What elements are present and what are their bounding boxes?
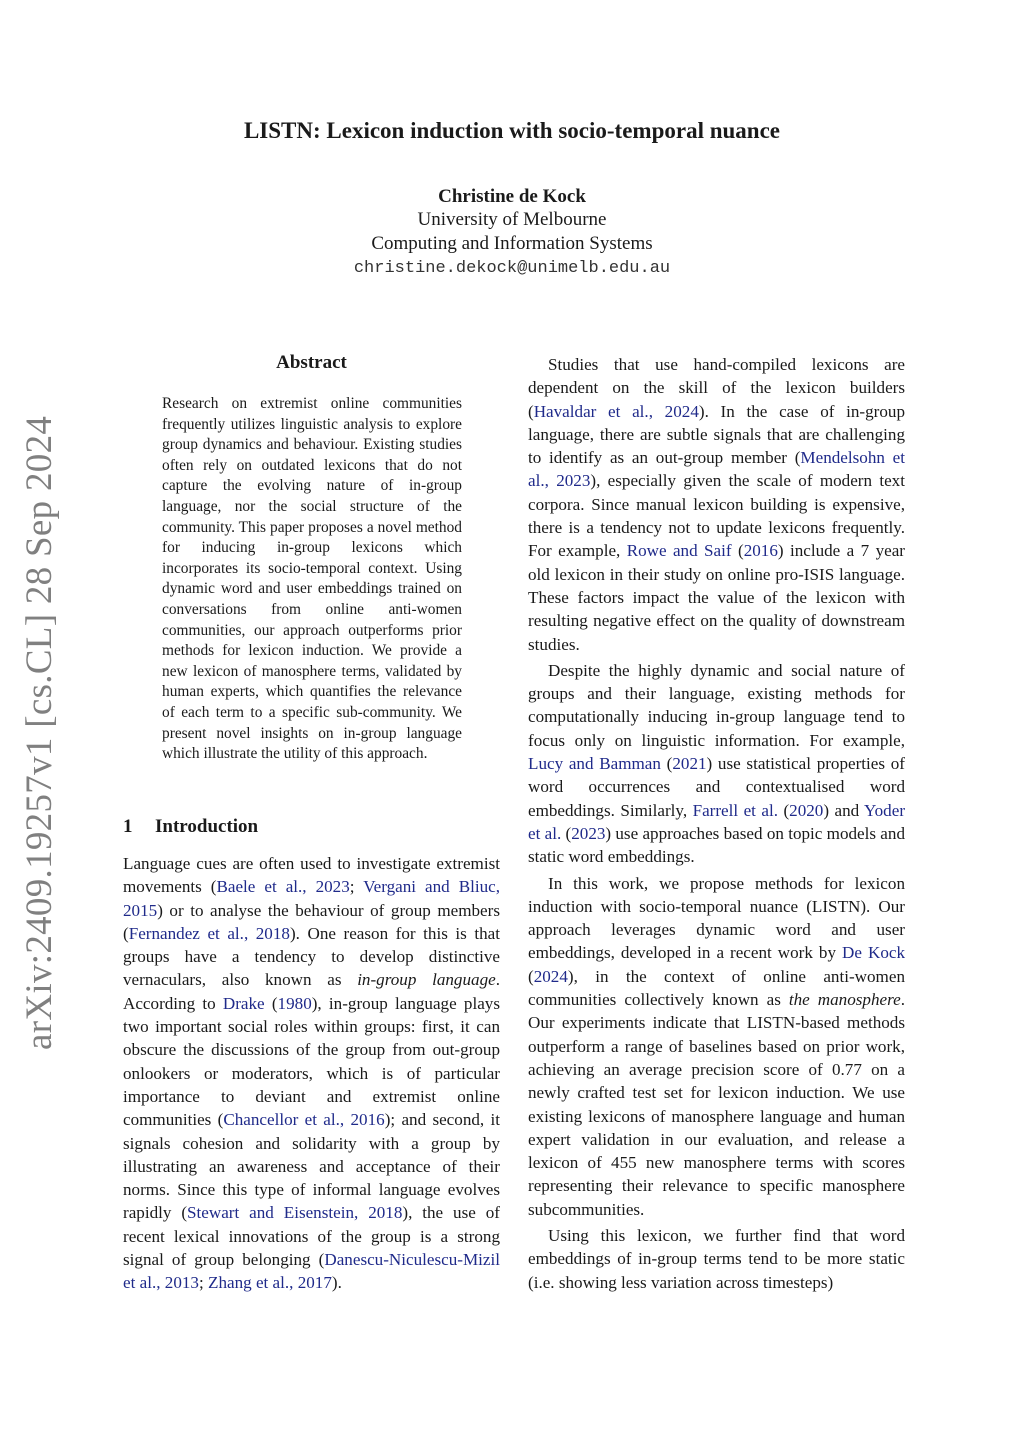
citation-link[interactable]: 1980 — [277, 993, 312, 1013]
citation-link[interactable]: Stewart and Eisenstein, 2018 — [187, 1203, 403, 1223]
emphasis-term: in-group language — [357, 970, 496, 990]
citation-link[interactable]: Vergani and Bliuc, 2015 — [123, 877, 501, 920]
author-email: christine.dekock@unimelb.edu.au — [353, 259, 671, 278]
citation-link[interactable]: Danescu-Niculescu-Mizil et al., 2013 — [123, 1250, 500, 1293]
citation-link[interactable]: Baele et al., 2023 — [216, 877, 350, 897]
citation-link[interactable]: Fernandez et al., 2018 — [128, 923, 290, 943]
intro-paragraph-1: Language cues are often used to investigate extremist movements (Baele et al., 2023; Vergani and Bliuc, 2015) or to analyse the behaviour of group members (Fernandez et al., 2018). One reason for this is that groups have a tendency to develop distinctive vernaculars, also known as in-group language. According to Drake (1980), in-group language plays two important social roles within groups: first, it can obscure the discussions of the group from out-group onlookers or moderators, which is of particular importance to deviant and extremist online communities (Chancellor et al., 2016); and second, it signals cohesion and solidarity with a group by illustrating an awareness and acceptance of their norms. Since this type of informal language evolves rapidly (Stewart and Eisenstein, 2018), the use of recent lexical innovations of the group is a strong signal of group belonging (Danescu-Niculescu-Mizil et al., 2013; Zhang et al., 2017). — [123, 854, 501, 1293]
citation-link[interactable]: 2016 — [743, 541, 778, 561]
abstract-text: Research on extremist online communities frequently utilizes linguistic analysis to explore group dynamics and behaviour. Existing studies often rely on outdated lexicons that do not capture the evolving nature of in-group language, nor the social structure of the community. This paper proposes a novel method for inducing in-group lexicons which incorporates its socio-temporal context. Using dynamic word and user embeddings trained on conversations from online anti-women communities, our approach outperforms prior methods for lexicon induction. We provide a new lexicon of manosphere terms, validated by human experts, which quantifies the relevance of each term to a specific sub-community. We present novel insights on in-group language which illustrate the utility of this approach. — [162, 395, 462, 763]
emphasis-term: the manosphere — [788, 990, 901, 1010]
citation-link[interactable]: 2023 — [571, 823, 606, 843]
section-heading-introduction — [123, 816, 258, 838]
citation-link[interactable]: Farrell et al. — [692, 800, 778, 820]
right-paragraph-4: Using this lexicon, we further find that word embeddings of in-group terms tend to be more static (i.e. showing less variation across timesteps) — [528, 1225, 905, 1292]
citation-link[interactable]: De Kock — [842, 943, 905, 963]
citation-link[interactable]: Drake — [222, 993, 265, 1013]
section-number: 1 — [123, 816, 133, 837]
paper-title: LISTN: Lexicon induction with socio-temporal nuance — [243, 118, 781, 143]
author-name: Christine de Kock — [438, 186, 586, 207]
citation-link[interactable]: Chancellor et al., 2016 — [223, 1110, 385, 1130]
affiliation-university: University of Melbourne — [417, 209, 607, 230]
citation-link[interactable]: Rowe and Saif — [626, 541, 732, 561]
abstract-heading: Abstract — [276, 352, 347, 373]
author-block — [0, 185, 1024, 282]
right-paragraph-3: In this work, we propose methods for lexicon induction with socio-temporal nuance (LISTN). Our approach leverages dynamic word and user embeddings, developed in a recent work by De Kock (2024), in the context of online anti-women communities collectively known as the manosphere. Our experiments indicate that LISTN-based methods outperform a range of baselines based on prior work, achieving an average precision score of 0.77 on a newly crafted test set for lexicon induction. We use existing lexicons of manosphere language and human expert validation in our evaluation, and release a lexicon of 455 new manosphere terms with scores representing their relevance to specific manosphere subcommunities. — [528, 873, 905, 1219]
citation-link[interactable]: Havaldar et al., 2024 — [533, 401, 699, 421]
introduction-column — [123, 852, 500, 1295]
section-title: Introduction — [155, 816, 259, 837]
citation-link[interactable]: Zhang et al., 2017 — [208, 1273, 332, 1293]
citation-link[interactable]: Yoder et al. — [528, 800, 906, 843]
citation-link[interactable]: Lucy and Bamman — [528, 754, 661, 774]
right-column — [528, 353, 905, 1294]
citation-link[interactable]: 2024 — [533, 966, 568, 986]
citation-link[interactable]: Mendelsohn et al., 2023 — [528, 448, 905, 491]
arxiv-sidebar-id: arXiv:2409.19257v1 [cs.CL] 28 Sep 2024 — [19, 415, 60, 1050]
citation-link[interactable]: 2020 — [789, 800, 824, 820]
right-paragraph-1: Studies that use hand-compiled lexicons are dependent on the skill of the lexicon builders (Havaldar et al., 2024). In the case of in-group language, there are subtle signals that are challenging to identify as an out-group member (Mendelsohn et al., 2023), especially given the scale of modern text corpora. Since manual lexicon building is expensive, there is a tendency not to update lexicons frequently. For example, Rowe and Saif (2016) include a 7 year old lexicon in their study on online pro-ISIS language. These factors impact the value of the lexicon with resulting negative effect on the quality of downstream studies. — [528, 355, 905, 654]
right-paragraph-2: Despite the highly dynamic and social nature of groups and their language, existing methods for computationally inducing in-group language tend to focus only on linguistic information. For example, Lucy and Bamman (2021) use statistical properties of word occurrences and contextualised word embeddings. Similarly, Farrell et al. (2020) and Yoder et al. (2023) use approaches based on topic models and static word embeddings. — [528, 660, 906, 867]
affiliation-department: Computing and Information Systems — [371, 233, 653, 254]
citation-link[interactable]: 2021 — [672, 754, 707, 774]
